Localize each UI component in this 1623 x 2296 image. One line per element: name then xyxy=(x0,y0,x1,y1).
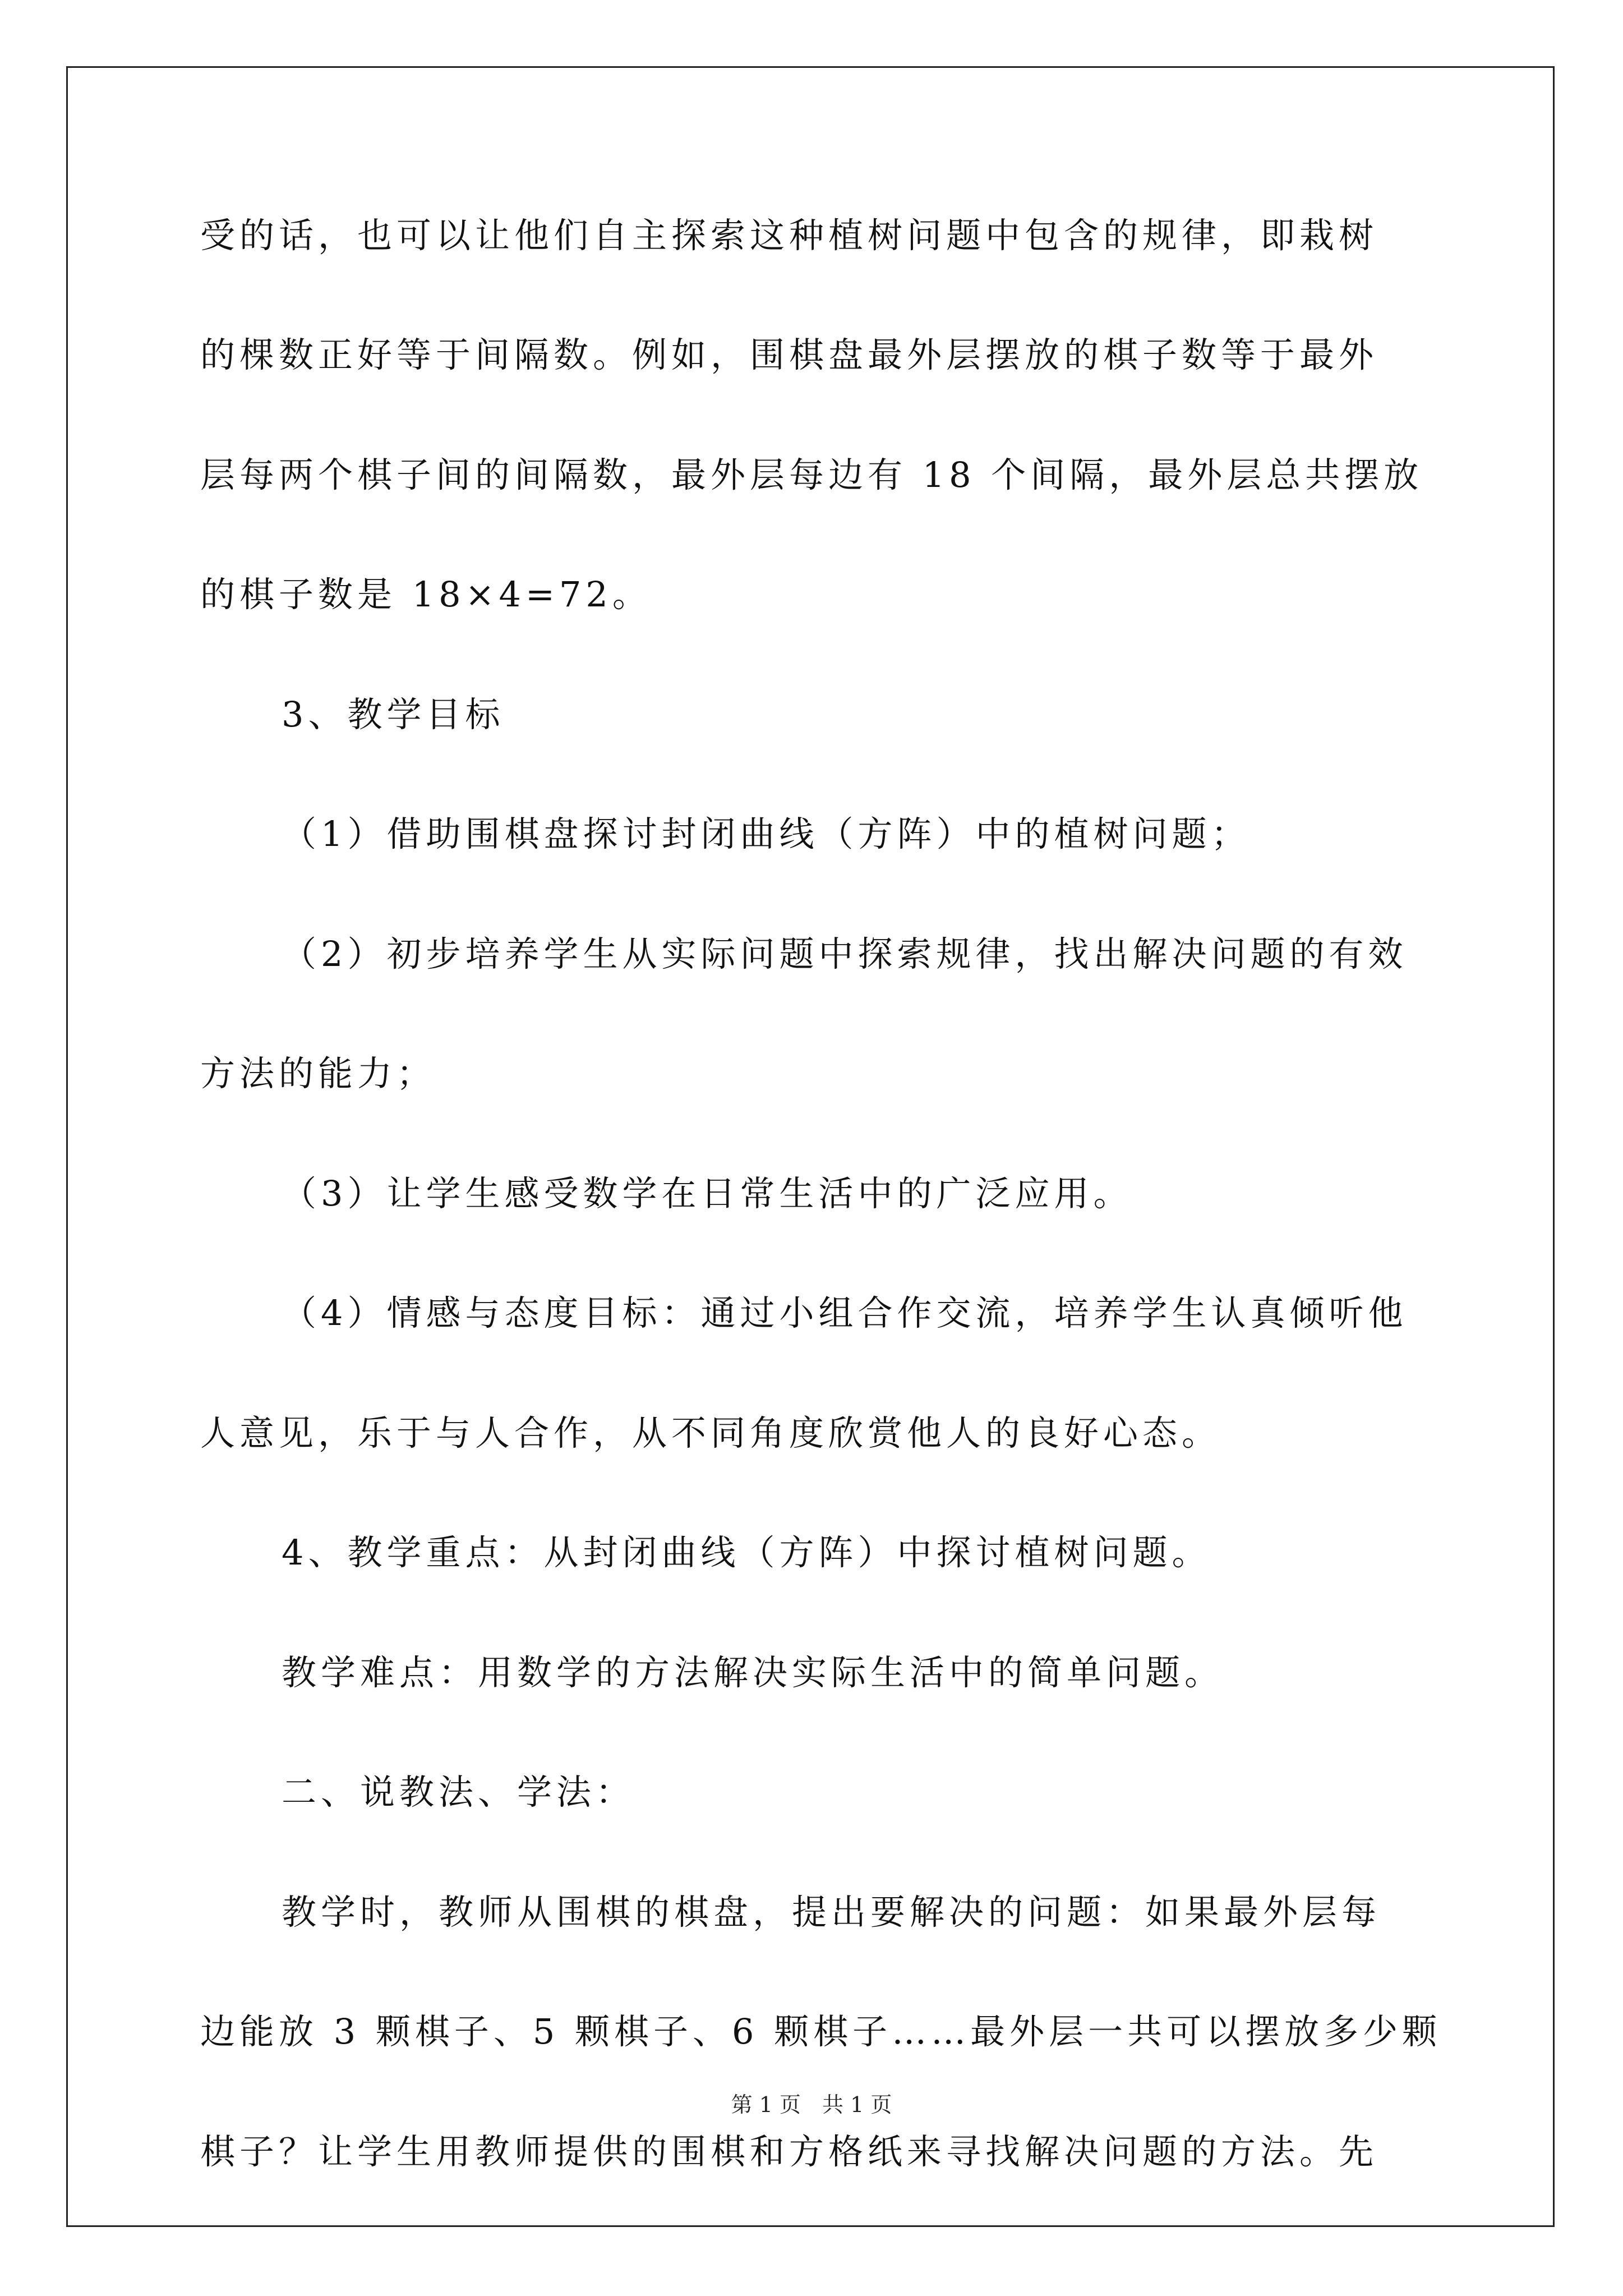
goal-item-4: （4）情感与态度目标：通过小组合作交流，培养学生认真倾听他 xyxy=(282,1292,1408,1333)
section-heading-teaching-goals: 3、教学目标 xyxy=(282,694,505,735)
page-number-footer: 第 1 页 共 1 页 xyxy=(731,2092,892,2117)
goal-item-4-continued: 人意见，乐于与人合作，从不同角度欣赏他人的良好心态。 xyxy=(200,1412,1221,1453)
text-line-2: 的棵数正好等于间隔数。例如，围棋盘最外层摆放的棋子数等于最外 xyxy=(200,334,1378,375)
goal-item-2: （2）初步培养学生从实际问题中探索规律，找出解决问题的有效 xyxy=(282,933,1408,974)
methods-paragraph-line-2: 边能放 3 颗棋子、5 颗棋子、6 颗棋子……最外层一共可以摆放多少颗 xyxy=(200,2011,1442,2052)
teaching-difficulty: 教学难点：用数学的方法解决实际生活中的简单问题。 xyxy=(282,1652,1224,1693)
text-line-3: 层每两个棋子间的间隔数，最外层每边有 18 个间隔，最外层总共摆放 xyxy=(200,454,1423,495)
goal-item-2-continued: 方法的能力； xyxy=(200,1053,436,1094)
text-line-4: 的棋子数是 18×4=72。 xyxy=(200,574,652,615)
methods-paragraph-line-1: 教学时，教师从围棋的棋盘，提出要解决的问题：如果最外层每 xyxy=(282,1892,1381,1932)
teaching-focus: 4、教学重点：从封闭曲线（方阵）中探讨植树问题。 xyxy=(282,1532,1211,1573)
text-line-1: 受的话，也可以让他们自主探索这种植树问题中包含的规律，即栽树 xyxy=(200,215,1378,256)
goal-item-3: （3）让学生感受数学在日常生活中的广泛应用。 xyxy=(282,1173,1133,1214)
goal-item-1: （1）借助围棋盘探讨封闭曲线（方阵）中的植树问题； xyxy=(282,813,1251,854)
methods-paragraph-line-3: 棋子？让学生用教师提供的围棋和方格纸来寻找解决问题的方法。先 xyxy=(200,2131,1378,2172)
section-heading-methods: 二、说教法、学法： xyxy=(282,1772,635,1812)
